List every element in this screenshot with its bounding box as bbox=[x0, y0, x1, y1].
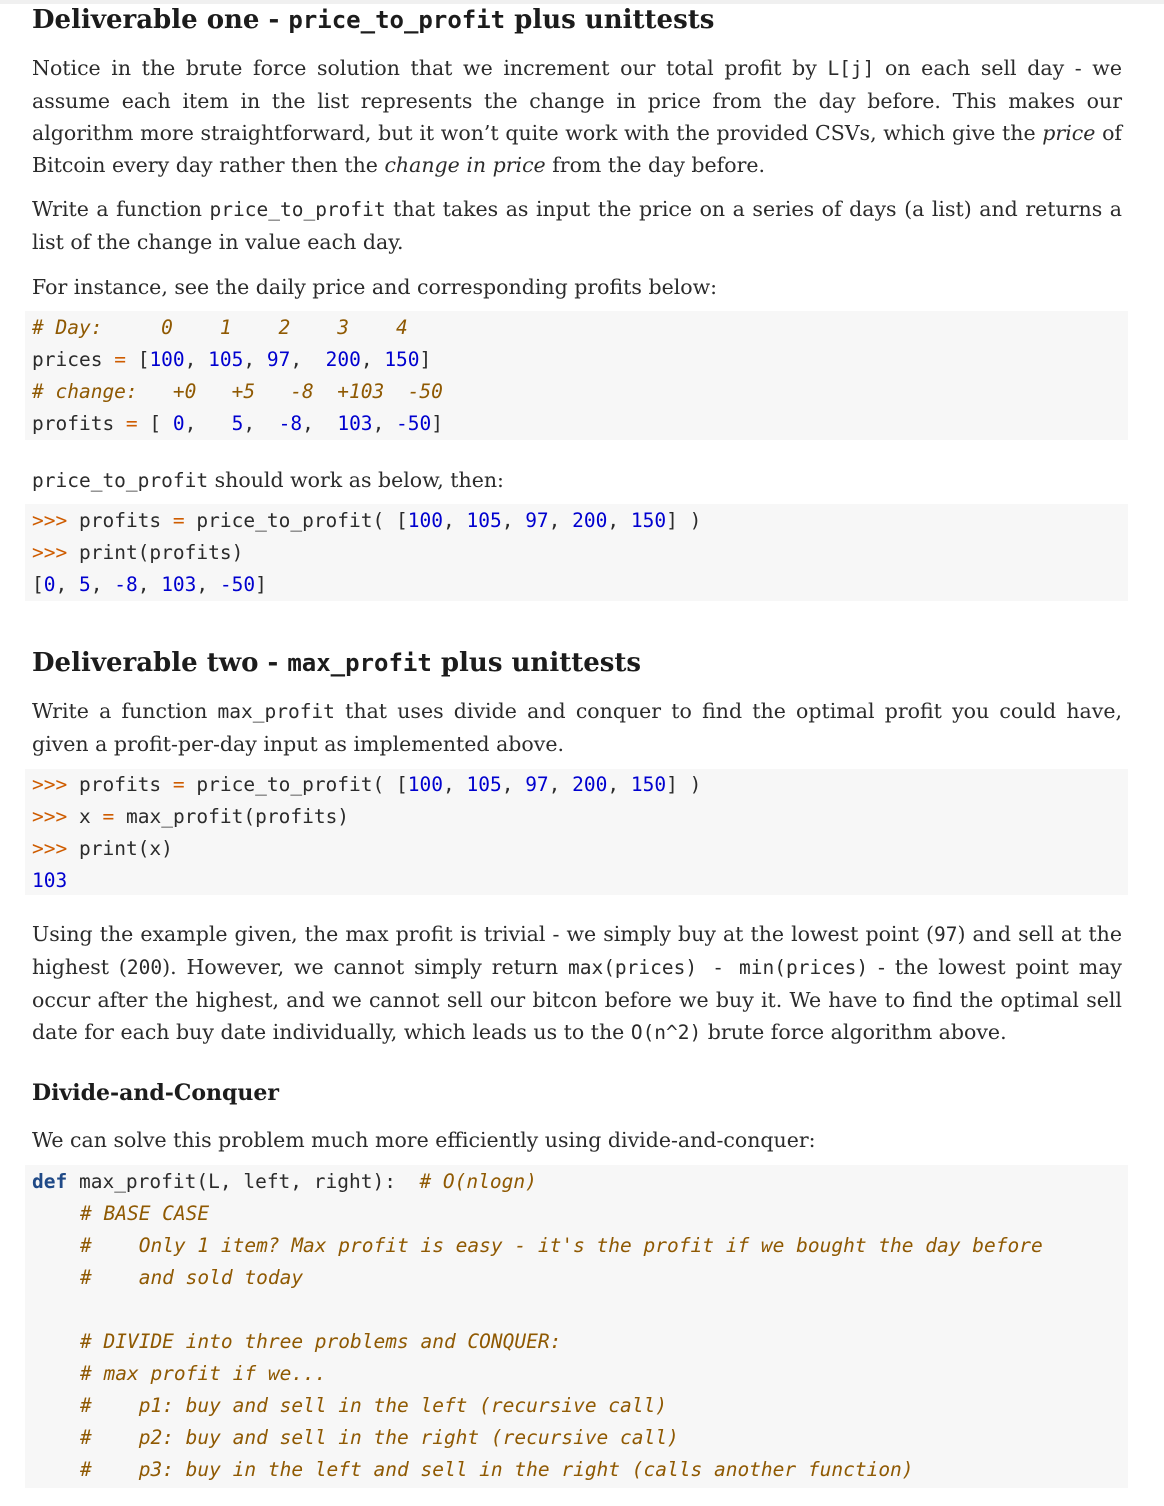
code-line-prices: prices = [100, 105, 97, 200, 150] bbox=[32, 348, 432, 371]
code-line-profits: profits = [ 0, 5, -8, 103, -50] bbox=[32, 412, 444, 435]
subsection-heading-divide-and-conquer: Divide-and-Conquer bbox=[32, 1080, 279, 1106]
code-block-prices-profits bbox=[25, 311, 1128, 440]
code-line-repl-2: >>> x = max_profit(profits) bbox=[32, 805, 350, 828]
code-line-repl-2: >>> print(profits) bbox=[32, 541, 244, 564]
code-line-comment-5: # max profit if we... bbox=[80, 1362, 327, 1385]
code-line-repl-output: 103 bbox=[32, 869, 68, 892]
paragraph-for-instance: For instance, see the daily price and corresponding profits below: bbox=[32, 275, 718, 299]
paragraph-write-function: Write a function price_to_profit that takes as input the price on a series of days (a list) and returns a list of the change in value each day. bbox=[32, 197, 1122, 254]
code-line-comment-7: # p2: buy and sell in the right (recursive call) bbox=[80, 1426, 679, 1449]
paragraph-example-trivial: Using the example given, the max profit is trivial - we simply buy at the lowest point (97) and sell at the highest (200). However, we cannot simply return max(prices) - min(prices) - the lowest point may occur after the highest, and we cannot sell our bitcon before we buy it. We have to find the optimal sell date for each buy date individually, which leads us to the O(n^2) brute force algorithm above. bbox=[32, 922, 1123, 1044]
code-line-comment-1: # BASE CASE bbox=[80, 1202, 210, 1225]
paragraph-brute-force-note: Notice in the brute force solution that we increment our total profit by L[j] on each sell day - we assume each item in the list represents the change in price from the day before. This makes our algorithm more straightforward, but it won’t quite work with the provided CSVs, which give the price of Bitcoin every day rather then the change in price from the day before. bbox=[32, 56, 1123, 177]
paragraph-solve-efficiently: We can solve this problem much more efficiently using divide-and-conquer: bbox=[32, 1128, 816, 1152]
code-block-repl-max-profit bbox=[25, 769, 1128, 895]
section-heading-deliverable-two: Deliverable two - max_profit plus unittests bbox=[32, 648, 642, 678]
code-line-comment-3: # and sold today bbox=[80, 1266, 304, 1289]
paragraph-write-max-profit: Write a function max_profit that uses divide and conquer to find the optimal profit you could have, given a profit-per-day input as implemented above. bbox=[32, 699, 1122, 756]
code-block-max-profit-def bbox=[25, 1165, 1128, 1488]
code-line-comment-2: # Only 1 item? Max profit is easy - it's the profit if we bought the day before bbox=[80, 1234, 1043, 1257]
code-line-day-comment: # Day: 0 1 2 3 4 bbox=[32, 316, 408, 339]
code-line-comment-4: # DIVIDE into three problems and CONQUER: bbox=[80, 1330, 562, 1353]
code-line-def: def max_profit(L, left, right): # O(nlogn) bbox=[32, 1170, 537, 1193]
code-line-repl-output: [0, 5, -8, 103, -50] bbox=[32, 573, 267, 596]
code-line-repl-3: >>> print(x) bbox=[32, 837, 173, 860]
code-block-repl-price-to-profit bbox=[25, 504, 1128, 601]
paragraph-should-work: price_to_profit should work as below, then: bbox=[32, 468, 504, 492]
code-line-comment-6: # p1: buy and sell in the left (recursive call) bbox=[80, 1394, 667, 1417]
code-line-repl-1: >>> profits = price_to_profit( [100, 105, 97, 200, 150] ) bbox=[32, 773, 702, 796]
code-line-change-comment: # change: +0 +5 -8 +103 -50 bbox=[32, 380, 443, 403]
code-line-comment-8: # p3: buy in the left and sell in the right (calls another function) bbox=[80, 1458, 914, 1481]
section-heading-deliverable-one: Deliverable one - price_to_profit plus unittests bbox=[32, 5, 715, 35]
code-line-repl-1: >>> profits = price_to_profit( [100, 105, 97, 200, 150] ) bbox=[32, 509, 702, 532]
